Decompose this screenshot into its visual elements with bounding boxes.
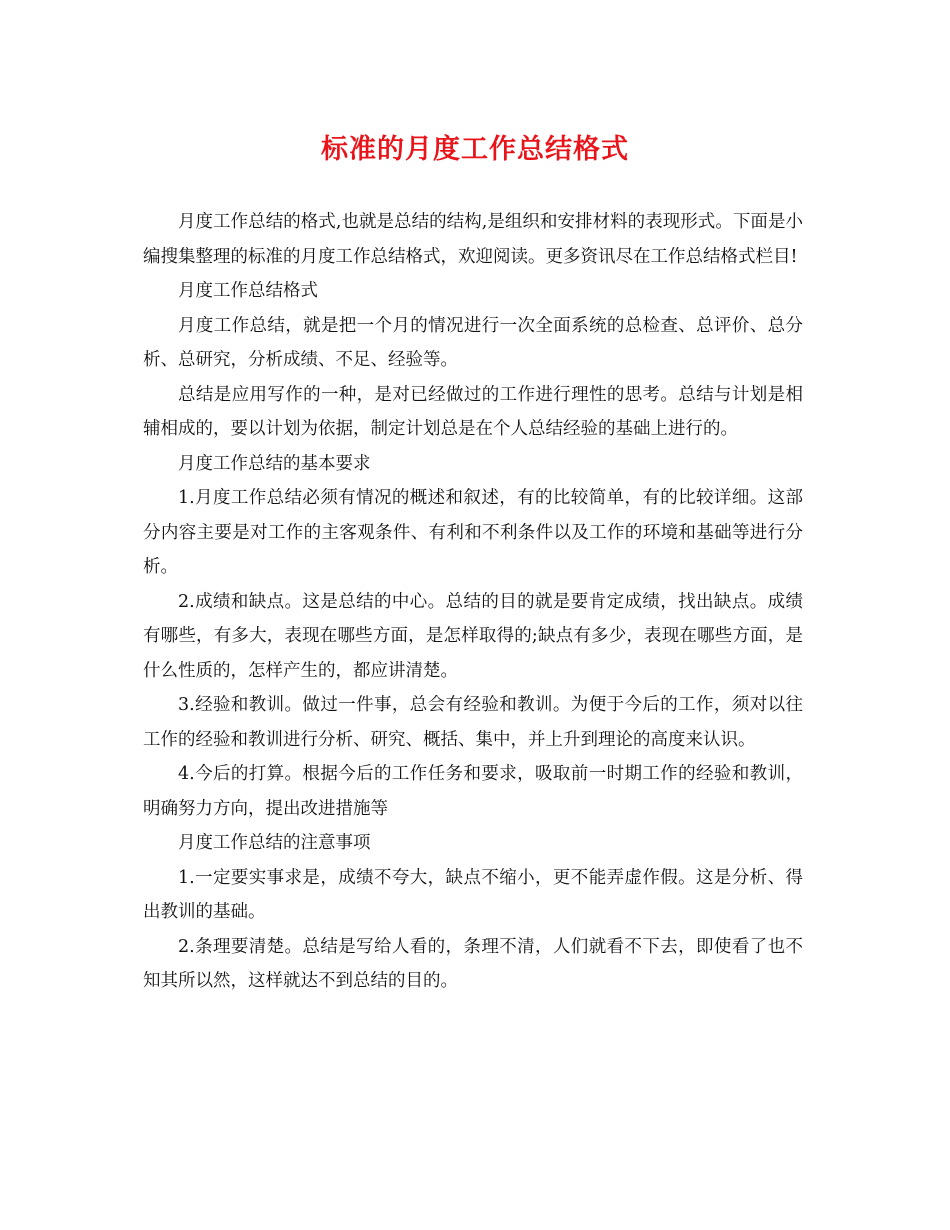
paragraph: 总结是应用写作的一种，是对已经做过的工作进行理性的思考。总结与计划是相辅相成的，要以计划为依据，制定计划总是在个人总结经验的基础上进行的。 bbox=[143, 384, 803, 439]
list-item: 2.条理要清楚。总结是写给人看的，条理不清，人们就看不下去，即使看了也不知其所以然，这样就达不到总结的目的。 bbox=[143, 936, 803, 991]
list-item: 4.今后的打算。根据今后的工作任务和要求，吸取前一时期工作的经验和教训，明确努力方向，提出改进措施等 bbox=[143, 764, 803, 819]
paragraph: 月度工作总结，就是把一个月的情况进行一次全面系统的总检查、总评价、总分析、总研究，分析成绩、不足、经验等。 bbox=[143, 315, 803, 370]
list-item: 1.月度工作总结必须有情况的概述和叙述，有的比较简单，有的比较详细。这部分内容主要是对工作的主客观条件、有利和不利条件以及工作的环境和基础等进行分析。 bbox=[143, 488, 803, 577]
section-heading: 月度工作总结的基本要求 bbox=[178, 453, 371, 474]
list-item: 2.成绩和缺点。这是总结的中心。总结的目的就是要肯定成绩，找出缺点。成绩有哪些，有多大，表现在哪些方面，是怎样取得的;缺点有多少，表现在哪些方面，是什么性质的，怎样产生的，都应讲清楚。 bbox=[143, 591, 803, 681]
section-heading: 月度工作总结的注意事项 bbox=[178, 833, 371, 853]
document-title: 标准的月度工作总结格式 bbox=[321, 134, 629, 165]
list-item: 3.经验和教训。做过一件事，总会有经验和教训。为便于今后的工作，须对以往工作的经验和教训进行分析、研究、概括、集中，并上升到理论的高度来认识。 bbox=[143, 695, 803, 750]
document-body bbox=[143, 205, 803, 999]
section-heading: 月度工作总结格式 bbox=[178, 281, 318, 301]
list-item: 1.一定要实事求是，成绩不夸大，缺点不缩小，更不能弄虚作假。这是分析、得出教训的基础。 bbox=[143, 867, 803, 922]
paragraph: 月度工作总结的格式,也就是总结的结构,是组织和安排材料的表现形式。下面是小编搜集整理的标准的月度工作总结格式，欢迎阅读。更多资讯尽在工作总结格式栏目! bbox=[143, 212, 803, 267]
